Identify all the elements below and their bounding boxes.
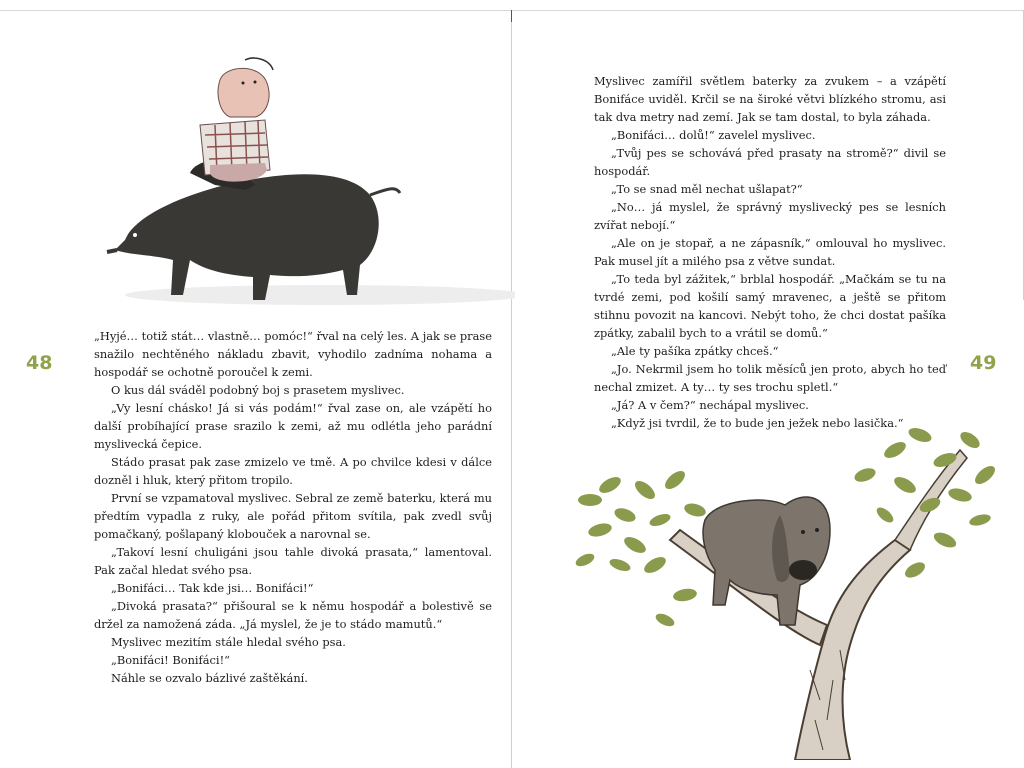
paragraph: „Tvůj pes se schovává před prasaty na stromě?“ divil se hospodář. [594,146,946,178]
paragraph: „To teda byl zážitek,“ brblal hospodář. „Mačkám se tu na tvrdé zemi, pod košilí samý mravenec, a ještě se přitom stihnu povozit na kancovi. Nebýt toho, že chci dostat pašíka zpátky, zabalil bych to a vrátil se domů.“ [594,272,946,340]
paragraph: „Bonifáci… Tak kde jsi… Bonifáci!“ [111,581,314,595]
paragraph: „Jo. Nekrmil jsem ho tolik měsíců jen proto, abych ho teď nechal zmizet. A ty… ty ses trochu spletl.“ [594,362,946,394]
paragraph: „Vy lesní chásko! Já si vás podám!“ řval zase on, ale vzápětí ho další probíhající prase srazilo k zemi, až mu odlétla jeho parádní myslivecká čepice. [94,401,492,451]
paragraph: „Ale on je stopař, a ne zápasník,“ omlouval ho myslivec. Pak musel jít a milého psa z větve sundat. [594,236,946,268]
paragraph: „Bonifáci! Bonifáci!“ [111,653,230,667]
page-top-border [0,10,1024,11]
paragraph: „Bonifáci… dolů!“ zavelel myslivec. [611,128,816,142]
paragraph: „Ale ty pašíka zpátky chceš.“ [611,344,779,358]
paragraph: „Já? A v čem?“ nechápal myslivec. [611,398,809,412]
paragraph: „Hyjé… totiž stát… vlastně… pomóc!“ řval na celý les. A jak se prase snažilo nechtěného nákladu zbavit, vyhodilo zadníma nohama a hospodář se ochotně poroučel k zemi. [94,329,492,379]
page-number-right: 49 [970,352,997,374]
paragraph: První se vzpamatoval myslivec. Sebral ze země baterku, která mu předtím vypadla z ruky, ale pořád přitom svítila, pak zvedl svůj pomačkaný, pošlapaný klobouček a narovnal se. [94,491,492,541]
boar-rider-illustration [95,55,515,320]
paragraph: Náhle se ozvalo bázlivé zaštěkání. [111,671,308,685]
paragraph: „To se snad měl nechat ušlapat?“ [611,182,803,196]
gutter-mark [511,10,512,22]
left-page-text [94,327,492,687]
paragraph: „No… já myslel, že správný myslivecký pes se lesních zvířat nebojí.“ [594,200,946,232]
paragraph: „Když jsi tvrdil, že to bude jen ježek nebo lasička.“ [611,416,904,430]
paragraph: Stádo prasat pak zase zmizelo ve tmě. A po chvilce kdesi v dálce dozněl i hluk, který přitom tropilo. [94,455,492,487]
page-number-left: 48 [26,352,53,374]
paragraph: Myslivec mezitím stále hledal svého psa. [111,635,346,649]
paragraph: Myslivec zamířil světlem baterky za zvukem – a vzápětí Bonifáce uviděl. Krčil se na široké větvi blízkého stromu, asi tak dva metry nad zemí. Jak se tam dostal, to byla záhada. [594,74,946,124]
paragraph: O kus dál sváděl podobný boj s prasetem myslivec. [111,383,405,397]
dog-in-tree-illustration [565,420,1005,760]
paragraph: „Takoví lesní chuligáni jsou tahle divoká prasata,“ lamentoval. Pak začal hledat svého psa. [94,545,492,577]
paragraph: „Divoká prasata?“ přišoural se k němu hospodář a bolestivě se držel za namožená záda. „Já myslel, že je to stádo mamutů.“ [94,599,492,631]
right-page-text [594,72,946,432]
